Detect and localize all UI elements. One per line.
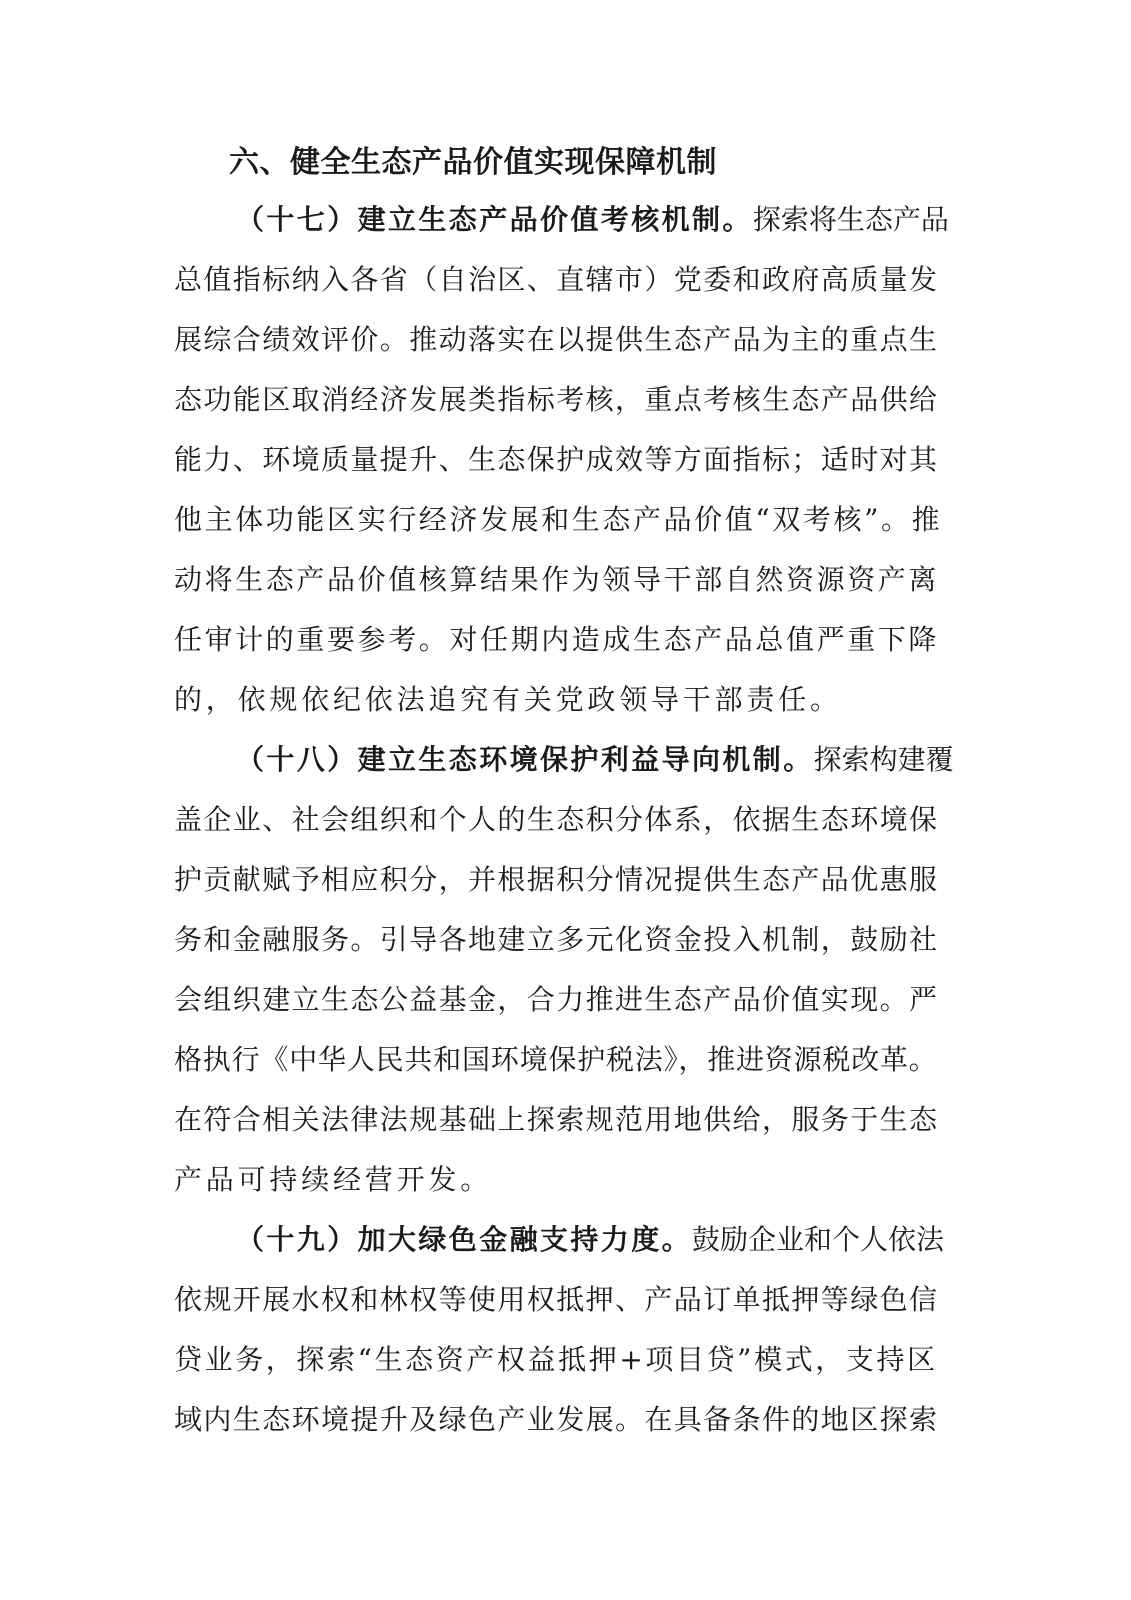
paragraph-17-line: 能力、环境质量提升、生态保护成效等方面指标；适时对其 <box>174 443 939 476</box>
paragraph-18-first-line <box>236 730 954 790</box>
paragraph-18-line: 格执行《中华人民共和国环境保护税法》，推进资源税改革。 <box>174 1043 938 1076</box>
paragraph-17-line: 的，依规依纪依法追究有关党政领导干部责任。 <box>174 683 842 716</box>
paragraph-19-first-line <box>236 1210 944 1270</box>
paragraph-18-title: （十八）建立生态环境保护利益导向机制。 <box>236 743 814 776</box>
paragraph-17-line: 任审计的重要参考。对任期内造成生态产品总值严重下降 <box>174 623 940 656</box>
paragraph-17-text-start: 探索将生态产品 <box>752 203 949 236</box>
paragraph-18-line: 盖企业、社会组织和个人的生态积分体系，依据生态环境保 <box>174 803 939 836</box>
paragraph-19-line: 贷业务，探索“生态资产权益抵押+项目贷”模式，支持区 <box>174 1343 938 1376</box>
paragraph-19-line: 依规开展水权和林权等使用权抵押、产品订单抵押等绿色信 <box>174 1283 939 1316</box>
paragraph-17-title: （十七）建立生态产品价值考核机制。 <box>236 203 753 236</box>
paragraph-18-line: 护贡献赋予相应积分，并根据积分情况提供生态产品优惠服 <box>174 863 939 896</box>
paragraph-19-line: 域内生态环境提升及绿色产业发展。在具备条件的地区探索 <box>174 1403 939 1436</box>
paragraph-17-line: 展综合绩效评价。推动落实在以提供生态产品为主的重点生 <box>174 323 939 356</box>
paragraph-19-title: （十九）加大绿色金融支持力度。 <box>236 1223 693 1256</box>
paragraph-19-text-start: 鼓励企业和个人依法 <box>692 1223 945 1256</box>
paragraph-18-line: 在符合相关法律法规基础上探索规范用地供给，服务于生态 <box>174 1103 939 1136</box>
paragraph-18-line: 产品可持续经营开发。 <box>174 1163 493 1196</box>
paragraph-17-line: 动将生态产品价值核算结果作为领导干部自然资源资产离 <box>174 563 940 596</box>
section-heading: 六、健全生态产品价值实现保障机制 <box>229 145 717 180</box>
paragraph-17-line: 总值指标纳入各省（自治区、直辖市）党委和政府高质量发 <box>174 263 939 296</box>
paragraph-17-line: 他主体功能区实行经济发展和生态产品价值“双考核”。推 <box>174 503 943 536</box>
paragraph-18-line: 会组织建立生态公益基金，合力推进生态产品价值实现。严 <box>174 983 939 1016</box>
paragraph-18-line: 务和金融服务。引导各地建立多元化资金投入机制，鼓励社 <box>174 923 939 956</box>
paragraph-17-first-line <box>236 190 949 250</box>
paragraph-17-line: 态功能区取消经济发展类指标考核，重点考核生态产品供给 <box>174 383 939 416</box>
paragraph-18-text-start: 探索构建覆 <box>813 743 954 776</box>
